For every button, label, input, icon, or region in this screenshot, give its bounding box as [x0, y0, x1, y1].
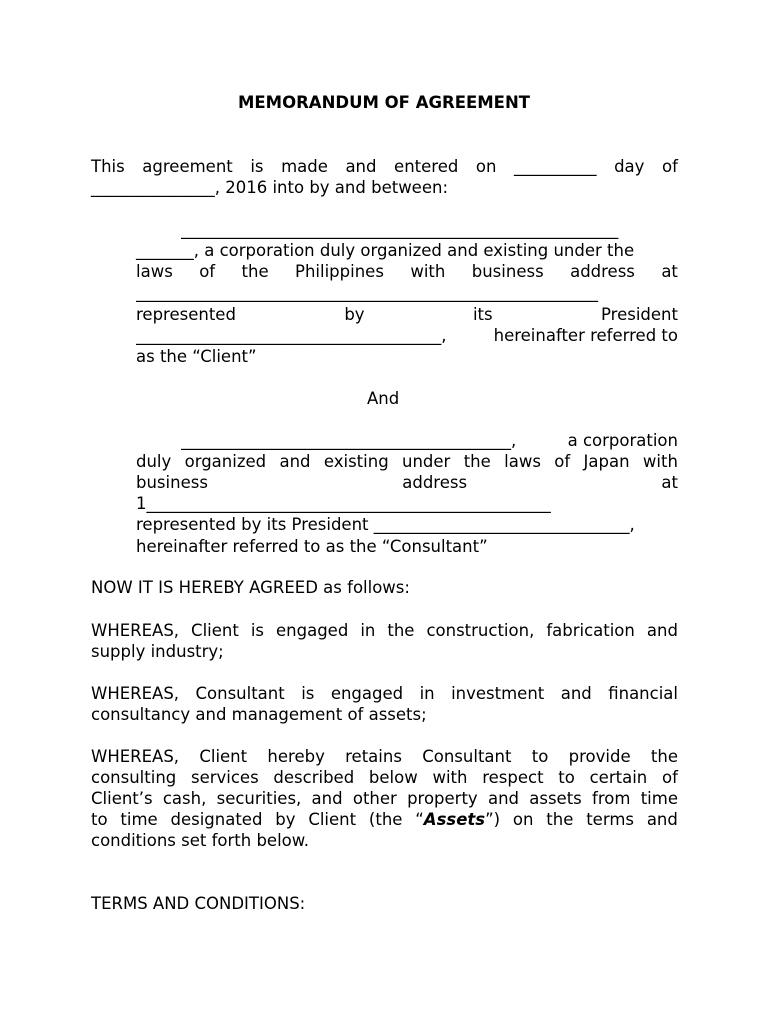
document-title: MEMORANDUM OF AGREEMENT: [237, 93, 531, 112]
party1-line-7: as the “Client”: [136, 347, 257, 366]
party2-address-blank: 1_________________________________________________: [136, 494, 551, 513]
intro-line-2: _______________, 2016 into by and between:: [91, 178, 449, 197]
party2-name-blank: ________________________________________,: [181, 431, 517, 450]
party2-line-6: hereinafter referred to as the “Consultant”: [136, 537, 488, 556]
whereas2-line-2: consultancy and management of assets;: [91, 705, 427, 724]
party2-line-1: ________________________________________, a corporation: [181, 431, 678, 450]
assets-defined-term: “Assets”): [415, 810, 501, 829]
party1-line-5: represented by its President: [136, 305, 678, 324]
party2-line-5: represented by its President _______________________________,: [136, 515, 635, 534]
whereas1-line-2: supply industry;: [91, 642, 224, 661]
date-blank: __________: [514, 157, 597, 176]
whereas3-line-1: WHEREAS, Client hereby retains Consultant to provide the: [91, 747, 678, 766]
agreed-heading: NOW IT IS HEREBY AGREED as follows:: [91, 578, 410, 597]
whereas2-line-1: WHEREAS, Consultant is engaged in investment and financial: [91, 684, 678, 703]
party2-line-3: business address at: [136, 473, 678, 492]
whereas1-line-1: WHEREAS, Client is engaged in the construction, fabrication and: [91, 621, 678, 640]
party1-line-2: _______, a corporation duly organized and existing under the: [136, 241, 635, 260]
party2-line-2: duly organized and existing under the laws of Japan with: [136, 452, 678, 471]
party1-president-blank: _____________________________________,: [136, 326, 447, 345]
intro-line-1: This agreement is made and entered on __________ day of: [91, 157, 678, 176]
and-label: And: [367, 389, 400, 408]
party1-line-6: _____________________________________, hereinafter referred to: [136, 326, 678, 345]
whereas3-line-2: consulting services described below with respect to certain of: [91, 768, 678, 787]
party1-name-blank: _____________________________________________________: [181, 220, 619, 239]
party1-address-blank: ________________________________________________________: [136, 283, 598, 302]
party1-line-3: laws of the Philippines with business address at: [136, 262, 678, 281]
whereas3-line-3: Client’s cash, securities, and other property and assets from time: [91, 789, 678, 808]
terms-heading: TERMS AND CONDITIONS:: [91, 894, 306, 913]
whereas3-line-4: to time designated by Client (the “Assets”) on the terms and: [91, 810, 678, 829]
whereas3-line-5: conditions set forth below.: [91, 831, 309, 850]
